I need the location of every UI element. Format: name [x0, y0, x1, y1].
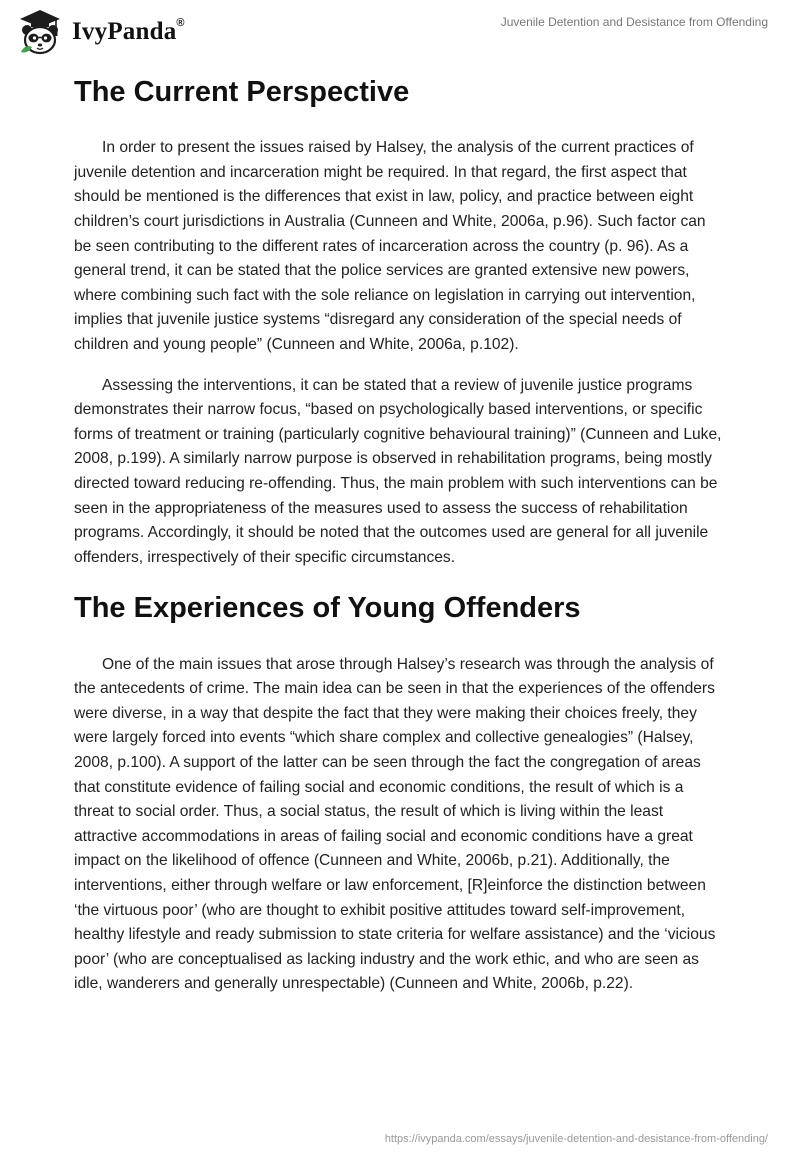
- paragraph: In order to present the issues raised by Halsey, the analysis of the current practices of juvenile detention and incarceration might be required. In that regard, the first aspect that should be mentioned is the differences that exist in law, policy, and practice between eight children’s court jurisdictions in Australia (Cunneen and White, 2006a, p.96). Such factor can be seen contributing to the different rates of incarceration across the country (p. 96). As a general trend, it can be stated that the police services are granted extensive new powers, where combining such fact with the sole reliance on legislation in carrying out intervention, implies that juvenile justice systems “disregard any consideration of the special needs of children and young people” (Cunneen and White, 2006a, p.102).: [74, 139, 706, 353]
- source-url[interactable]: https://ivypanda.com/essays/juvenile-detention-and-desistance-from-offending/: [384, 1133, 768, 1145]
- paragraph: One of the main issues that arose through Halsey’s research was through the analysis of the antecedents of crime. The main idea can be seen in that the experiences of the offenders were diverse, in a way that despite the fact that they were making their choices freely, they were largely forced into events “which share complex and collective genealogies” (Halsey, 2008, p.100). A support of the latter can be seen through the fact the congregation of areas that constitute evidence of failing social and economic conditions, the result of which is a threat to social order. Thus, a social status, the result of which is living within the least attractive accommodations in areas of failing social and economic conditions have a great impact on the likelihood of offence (Cunneen and White, 2006b, p.21). Additionally, the interventions, either through welfare or law enforcement, [R]einforce the distinction between ‘the virtuous poor’ (who are thought to exhibit positive attitudes toward self-improvement, healthy lifestyle and ready submission to state criteria for welfare assistance) and the ‘vicious poor’ (who are conceptualised as lacking industry and the work ethic, and who are seen as idle, wanderers and generally unrespectable) (Cunneen and White, 2006b, p.22).: [74, 655, 716, 993]
- article-body: [74, 70, 724, 997]
- section-heading: The Current Perspective: [74, 76, 410, 108]
- registered-mark: ®: [176, 16, 185, 29]
- section-heading: The Experiences of Young Offenders: [74, 592, 581, 625]
- panda-graduate-icon: [16, 8, 64, 56]
- page-header: [0, 0, 800, 62]
- paragraph: Assessing the interventions, it can be stated that a review of juvenile justice programs demonstrates their narrow focus, “based on psychologically based interventions, or specific forms of treatment or training (particularly cognitive behavioural training)” (Cunneen and Luke, 2008, p.199). A similarly narrow purpose is observed in rehabilitation programs, being mostly directed toward reducing re-offending. Thus, the main problem with such interventions can be seen in the appropriateness of the measures used to assess the success of rehabilitation programs. Accordingly, it should be noted that the outcomes used are general for all juvenile offenders, irrespectively of their specific circumstances.: [74, 376, 722, 566]
- document-title: Juvenile Detention and Desistance from Offending: [500, 15, 768, 29]
- ivypanda-logo[interactable]: [16, 8, 185, 56]
- brand-name: IvyPanda®: [72, 16, 185, 45]
